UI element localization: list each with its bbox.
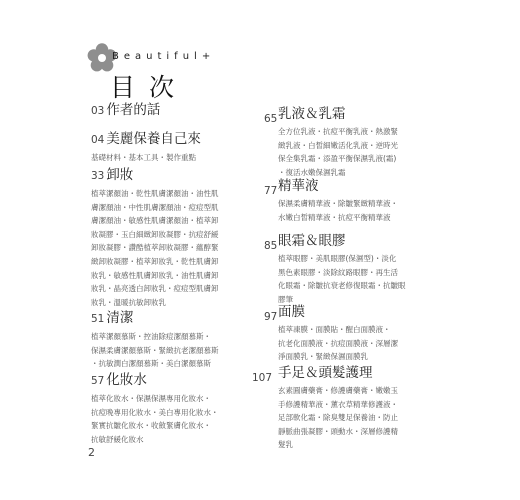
section-title: 作者的話: [106, 102, 161, 118]
section-entry-line: 全方位乳液・抗痘平衡乳液・熱激緊: [278, 127, 398, 136]
section-entry-line: ・復活水嫩保濕乳霜: [278, 167, 346, 177]
section-title: 卸妝: [106, 167, 134, 183]
section-entry-line: 抗老化面膜液・抗痘面膜液・深層潔: [278, 338, 398, 348]
section-page-number: 03: [91, 105, 105, 117]
section-entry-line: 植萃潔顏油・乾性肌膚潔顏油・油性肌: [91, 189, 219, 198]
section-entry-line: 植萃化妝水・保濕保濕專用化妝水・: [91, 394, 211, 403]
section-title: 乳液＆乳霜: [278, 106, 346, 122]
section-page-number: 04: [91, 134, 105, 146]
section-entry-line: 植萃凍膜・面膜貼・醒白面膜液・: [278, 325, 391, 334]
toc-section[interactable]: [252, 361, 398, 452]
section-page-number: 77: [264, 185, 278, 197]
section-entry-line: 手修護精華液・薰衣草精華修護液・: [278, 399, 398, 409]
page-title: 目次: [110, 73, 189, 102]
section-entry-line: 植萃潔顏慕斯・控油除痘潔顏慕斯・: [91, 332, 211, 341]
section-entry-line: 妝凝膠・玉白細緻卸妝凝膠・抗痘舒緩: [91, 229, 219, 239]
section-title: 清潔: [106, 310, 134, 326]
section-entry-line: 保濕柔膚潔顏慕斯・緊緻抗老潔顏慕斯: [91, 345, 219, 355]
toc-section[interactable]: [264, 174, 398, 224]
section-entry-line: 抗痘晚專用化妝水・美白專用化妝水・: [91, 407, 219, 417]
section-entry-line: 淨面膜乳・緊緻保濕面膜乳: [278, 352, 368, 362]
section-title: 眼霜＆眼膠: [278, 233, 346, 249]
section-title: 面膜: [278, 304, 305, 320]
toc-section[interactable]: [91, 306, 219, 371]
toc-section[interactable]: [264, 229, 406, 306]
section-page-number: 65: [264, 113, 278, 125]
section-entry-line: 膚潔顏油・敏感性肌膚潔顏油・植萃卸: [91, 216, 219, 226]
section-entry-line: 膠筆: [278, 294, 293, 304]
section-entry-line: 抗敏舒緩化妝水: [91, 434, 144, 444]
section-entry-line: 妝乳・敏感性肌膚卸妝乳・油性肌膚卸: [91, 270, 219, 280]
section-entry-line: 膚潔顏油・中性肌膚潔顏油・痘痘型肌: [91, 202, 219, 212]
toc-section[interactable]: [91, 127, 201, 165]
section-entry-line: 妝乳・溫暖抗敏卸妝乳: [91, 297, 166, 307]
section-entry-line: 緊實抗皺化妝水・收斂緊膚化妝水・: [91, 421, 211, 431]
section-page-number: 33: [91, 170, 105, 182]
section-entry-line: 保濕柔膚精華液・除皺緊緻精華液・: [278, 199, 398, 208]
section-entry-line: 靜脈曲張凝膠・頭動水・深層修護精: [278, 426, 398, 436]
section-entry-line: 妝乳・晶亮透白卸妝乳・痘痘型肌膚卸: [91, 284, 219, 294]
section-title: 精華液: [278, 178, 319, 194]
section-entry-line: ・抗敏潤白潔顏慕斯・美白潔顏慕斯: [91, 359, 211, 369]
toc-section[interactable]: [91, 163, 219, 309]
section-title: 美麗保養自己來: [106, 131, 201, 147]
section-entry-line: 水嫩白皙精華液・抗痘平衡精華液: [278, 212, 391, 222]
toc-section[interactable]: [264, 300, 398, 364]
section-entry-line: 卸妝凝膠・讚酷植萃卸妝凝膠・蘊醇緊: [91, 243, 219, 253]
section-title: 化妝水: [106, 372, 147, 388]
toc-section[interactable]: [91, 98, 160, 118]
page-number: 2: [88, 446, 95, 459]
section-entry-line: 緻乳液・白皙細嫩活化乳液・逆時光: [278, 140, 398, 150]
section-page-number: 107: [252, 372, 273, 384]
section-page-number: 57: [91, 375, 105, 387]
section-page-number: 85: [264, 240, 278, 252]
section-entry-line: 玄素圓膚藥膏・修護膚藥膏・嫩嫩玉: [278, 386, 398, 395]
section-entry-line: 緻卸妝凝膠・植萃卸妝乳・乾性肌膚卸: [91, 256, 219, 266]
brand-wordmark: Beautiful+: [112, 51, 216, 62]
section-page-number: 97: [264, 311, 278, 323]
section-entry-line: 基礎材料・基本工具・製作重點: [91, 153, 196, 162]
section-entry-line: 保全集乳霜・添盈平衡保濕乳液(霜): [278, 154, 397, 164]
section-title: 手足＆頭髮護理: [278, 365, 373, 381]
toc-section[interactable]: [264, 102, 398, 179]
section-entry-line: 化眼霜・除皺抗衰老修復眼霜・抗皺眼: [278, 281, 406, 291]
section-page-number: 51: [91, 313, 105, 325]
section-entry-line: 足部軟化霜・除臭雙足保養油・防止: [278, 413, 398, 423]
section-entry-line: 髮乳: [278, 440, 293, 450]
toc-section[interactable]: [91, 368, 219, 446]
section-entry-line: 植萃眼膠・美肌眼膠(保濕型)・淡化: [278, 254, 397, 263]
section-entry-line: 黑色素眼膠・淡除紋路眼膠・再生活: [278, 267, 398, 277]
